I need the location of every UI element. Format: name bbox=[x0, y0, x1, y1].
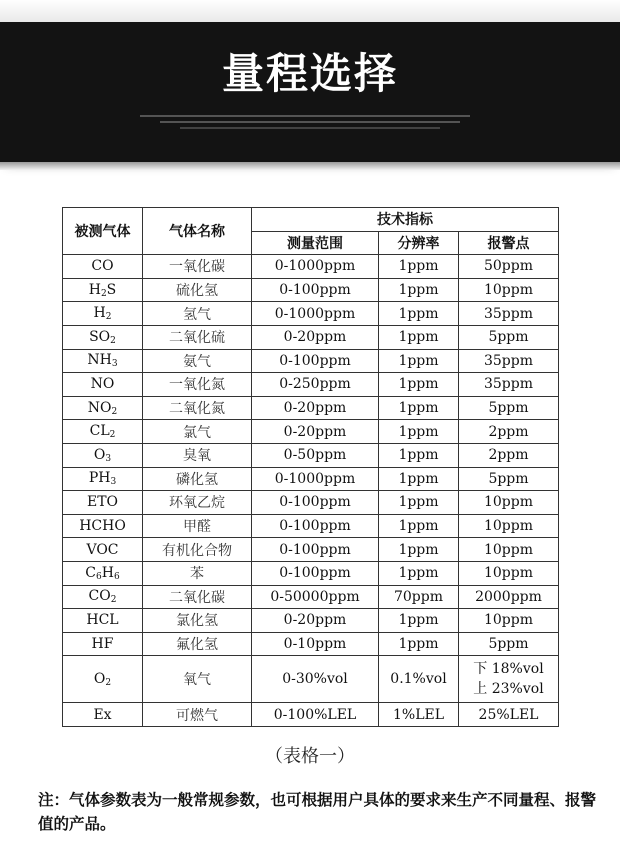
range-cell: 0-20ppm bbox=[252, 396, 379, 420]
range-cell: 0-20ppm bbox=[252, 420, 379, 444]
table-row-o2 bbox=[63, 656, 559, 703]
range-cell: 0-10ppm bbox=[252, 632, 379, 656]
alarm-cell: 10ppm bbox=[459, 491, 559, 515]
name-cell: 苯 bbox=[143, 561, 252, 585]
range-cell: 0-100ppm bbox=[252, 561, 379, 585]
resolution-cell: 1ppm bbox=[379, 491, 459, 515]
gas-cell: CO bbox=[63, 255, 143, 279]
table-row bbox=[63, 632, 559, 656]
table-row bbox=[63, 491, 559, 515]
table-row bbox=[63, 349, 559, 373]
resolution-cell: 1ppm bbox=[379, 396, 459, 420]
range-cell: 0-100ppm bbox=[252, 349, 379, 373]
resolution-cell: 70ppm bbox=[379, 585, 459, 609]
range-cell: 0-1000ppm bbox=[252, 255, 379, 279]
resolution-cell: 1ppm bbox=[379, 325, 459, 349]
alarm-cell: 2ppm bbox=[459, 443, 559, 467]
alarm-cell: 10ppm bbox=[459, 278, 559, 302]
banner-shadow bbox=[0, 162, 620, 170]
alarm-cell: 10ppm bbox=[459, 538, 559, 562]
alarm-cell: 5ppm bbox=[459, 396, 559, 420]
range-cell: 0-50000ppm bbox=[252, 585, 379, 609]
resolution-cell: 1ppm bbox=[379, 443, 459, 467]
table-row bbox=[63, 302, 559, 326]
range-cell: 0-20ppm bbox=[252, 325, 379, 349]
decorative-line bbox=[140, 115, 470, 117]
alarm-cell: 5ppm bbox=[459, 325, 559, 349]
resolution-cell: 1ppm bbox=[379, 514, 459, 538]
range-cell: 0-250ppm bbox=[252, 373, 379, 397]
range-cell: 0-1000ppm bbox=[252, 302, 379, 326]
range-cell: 0-20ppm bbox=[252, 609, 379, 633]
resolution-cell: 1ppm bbox=[379, 561, 459, 585]
header-gas: 被测气体 bbox=[63, 208, 143, 255]
resolution-cell: 1%LEL bbox=[379, 703, 459, 727]
header-tech: 技术指标 bbox=[252, 208, 559, 232]
decorative-line bbox=[160, 121, 460, 123]
resolution-cell: 1ppm bbox=[379, 349, 459, 373]
range-cell: 0-100%LEL bbox=[252, 703, 379, 727]
table-row bbox=[63, 420, 559, 444]
name-cell: 一氧化碳 bbox=[143, 255, 252, 279]
header-resolution: 分辨率 bbox=[379, 231, 459, 255]
gas-cell: $CL_2$ bbox=[63, 420, 143, 444]
alarm-cell bbox=[459, 656, 559, 703]
alarm-cell: 2ppm bbox=[459, 420, 559, 444]
alarm-cell: 35ppm bbox=[459, 302, 559, 326]
top-strip bbox=[0, 0, 620, 22]
alarm-cell: 35ppm bbox=[459, 373, 559, 397]
gas-cell: NO bbox=[63, 373, 143, 397]
gas-cell: HCHO bbox=[63, 514, 143, 538]
alarm-high: 上 23%vol bbox=[473, 681, 544, 698]
name-cell: 可燃气 bbox=[143, 703, 252, 727]
range-cell: 0-100ppm bbox=[252, 538, 379, 562]
alarm-cell: 10ppm bbox=[459, 609, 559, 633]
name-cell: 氯气 bbox=[143, 420, 252, 444]
gas-cell: $CO_2$ bbox=[63, 585, 143, 609]
name-cell: 磷化氢 bbox=[143, 467, 252, 491]
gas-cell: $SO_2$ bbox=[63, 325, 143, 349]
alarm-cell: 5ppm bbox=[459, 467, 559, 491]
resolution-cell: 1ppm bbox=[379, 302, 459, 326]
resolution-cell: 1ppm bbox=[379, 632, 459, 656]
gas-cell: $H_2S$ bbox=[63, 278, 143, 302]
alarm-cell: 25%LEL bbox=[459, 703, 559, 727]
name-cell: 氟化氢 bbox=[143, 632, 252, 656]
gas-cell: $O_3$ bbox=[63, 443, 143, 467]
page-title: 量程选择 bbox=[221, 49, 398, 98]
range-cell: 0-30%vol bbox=[252, 656, 379, 703]
name-cell: 环氧乙烷 bbox=[143, 491, 252, 515]
name-cell: 二氧化硫 bbox=[143, 325, 252, 349]
gas-cell: $NO_2$ bbox=[63, 396, 143, 420]
table-row bbox=[63, 278, 559, 302]
range-cell: 0-100ppm bbox=[252, 514, 379, 538]
gas-range-table bbox=[62, 207, 559, 727]
gas-cell: HCL bbox=[63, 609, 143, 633]
name-cell: 硫化氢 bbox=[143, 278, 252, 302]
alarm-cell: 5ppm bbox=[459, 632, 559, 656]
gas-cell: $PH_3$ bbox=[63, 467, 143, 491]
resolution-cell: 1ppm bbox=[379, 609, 459, 633]
decorative-line bbox=[180, 127, 440, 129]
gas-cell: ETO bbox=[63, 491, 143, 515]
alarm-cell: 35ppm bbox=[459, 349, 559, 373]
name-cell: 二氧化氮 bbox=[143, 396, 252, 420]
table-row bbox=[63, 538, 559, 562]
name-cell: 氢气 bbox=[143, 302, 252, 326]
resolution-cell: 1ppm bbox=[379, 420, 459, 444]
resolution-cell: 1ppm bbox=[379, 278, 459, 302]
table-row bbox=[63, 255, 559, 279]
table-row bbox=[63, 514, 559, 538]
resolution-cell: 1ppm bbox=[379, 467, 459, 491]
table-row bbox=[63, 325, 559, 349]
name-cell: 臭氧 bbox=[143, 443, 252, 467]
range-cell: 0-100ppm bbox=[252, 491, 379, 515]
header-name: 气体名称 bbox=[143, 208, 252, 255]
gas-cell: $H_2$ bbox=[63, 302, 143, 326]
name-cell: 甲醛 bbox=[143, 514, 252, 538]
table-row bbox=[63, 443, 559, 467]
table-row bbox=[63, 609, 559, 633]
table-row bbox=[63, 585, 559, 609]
range-cell: 0-50ppm bbox=[252, 443, 379, 467]
table-row bbox=[63, 373, 559, 397]
table-row bbox=[63, 561, 559, 585]
range-cell: 0-1000ppm bbox=[252, 467, 379, 491]
name-cell: 一氧化氮 bbox=[143, 373, 252, 397]
alarm-cell: 10ppm bbox=[459, 514, 559, 538]
alarm-cell: 2000ppm bbox=[459, 585, 559, 609]
name-cell: 氨气 bbox=[143, 349, 252, 373]
range-cell: 0-100ppm bbox=[252, 278, 379, 302]
name-cell: 二氧化碳 bbox=[143, 585, 252, 609]
resolution-cell: 1ppm bbox=[379, 255, 459, 279]
table-row bbox=[63, 396, 559, 420]
gas-cell: Ex bbox=[63, 703, 143, 727]
resolution-cell: 0.1%vol bbox=[379, 656, 459, 703]
resolution-cell: 1ppm bbox=[379, 538, 459, 562]
footnote: 注：气体参数表为一般常规参数，也可根据用户具体的要求来生产不同量程、报警值的产品。 bbox=[38, 791, 597, 833]
alarm-cell: 50ppm bbox=[459, 255, 559, 279]
gas-cell: HF bbox=[63, 632, 143, 656]
alarm-cell: 10ppm bbox=[459, 561, 559, 585]
alarm-low: 下 18%vol bbox=[473, 661, 544, 678]
table-caption: （表格一） bbox=[265, 746, 355, 767]
table-row bbox=[63, 467, 559, 491]
header-range: 测量范围 bbox=[252, 231, 379, 255]
resolution-cell: 1ppm bbox=[379, 373, 459, 397]
gas-cell: $C_6H_6$ bbox=[63, 561, 143, 585]
gas-cell: VOC bbox=[63, 538, 143, 562]
table-body bbox=[63, 255, 559, 656]
name-cell: 有机化合物 bbox=[143, 538, 252, 562]
name-cell: 氧气 bbox=[143, 656, 252, 703]
table-row-ex bbox=[63, 703, 559, 727]
gas-cell: $NH_3$ bbox=[63, 349, 143, 373]
header-alarm: 报警点 bbox=[459, 231, 559, 255]
name-cell: 氯化氢 bbox=[143, 609, 252, 633]
gas-cell: $O_2$ bbox=[63, 656, 143, 703]
